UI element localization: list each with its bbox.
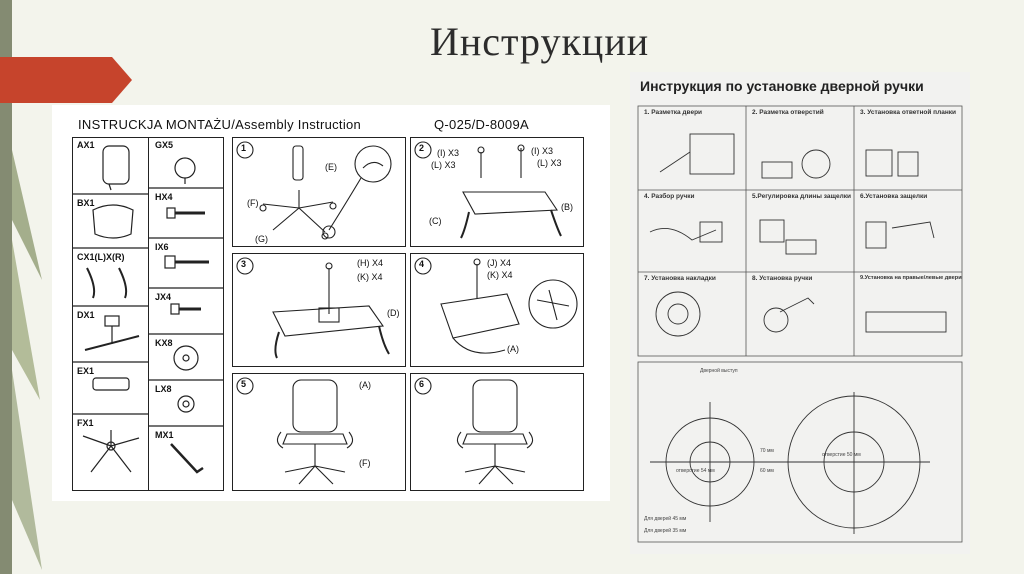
hardware-label: HX4 bbox=[155, 192, 173, 202]
title-accent-arrow-tip bbox=[112, 57, 132, 103]
title-accent-arrow bbox=[0, 57, 112, 103]
step-number: 6 bbox=[419, 379, 425, 389]
step-callout: (B) bbox=[561, 202, 573, 212]
step-number: 4 bbox=[419, 259, 425, 269]
step-heading: 1. Разметка двери bbox=[644, 109, 703, 116]
step-number: 1 bbox=[241, 143, 247, 153]
step-callout: (I) X3 bbox=[531, 146, 554, 156]
step-callout: (C) bbox=[429, 216, 442, 226]
hardware-label: GX5 bbox=[155, 140, 174, 150]
step-number: 5 bbox=[241, 379, 247, 389]
step-number: 3 bbox=[241, 259, 247, 269]
step-callout: (D) bbox=[387, 308, 400, 318]
step-heading: 2. Разметка отверстий bbox=[752, 109, 824, 116]
step-heading: 8. Установка ручки bbox=[752, 275, 813, 282]
step-callout: (L) X3 bbox=[537, 158, 562, 168]
door-handle-instruction-sheet bbox=[630, 72, 970, 554]
step-callout: (I) X3 bbox=[437, 148, 460, 158]
hardware-column bbox=[148, 137, 224, 491]
step-callout: (K) X4 bbox=[487, 270, 513, 280]
template-note: отверстие 50 мм bbox=[822, 452, 861, 458]
parts-column bbox=[72, 137, 150, 491]
assembly-step-4 bbox=[410, 253, 584, 367]
step-callout: (J) X4 bbox=[487, 258, 512, 268]
step-callout: (E) bbox=[325, 162, 337, 172]
step-3-drawing bbox=[233, 254, 405, 366]
door-handle-drawings bbox=[630, 72, 970, 554]
step-callout: (F) bbox=[359, 458, 371, 468]
hardware-label: IX6 bbox=[155, 242, 169, 252]
part-label: EX1 bbox=[77, 366, 95, 376]
sheet-title: Инструкция по установке дверной ручки bbox=[640, 78, 924, 94]
sheet-model-number: Q-025/D-8009A bbox=[434, 117, 529, 132]
step-heading: 4. Разбор ручки bbox=[644, 193, 695, 200]
part-label: AX1 bbox=[77, 140, 95, 150]
template-note: Дверной выступ bbox=[700, 368, 738, 374]
template-note: 60 мм bbox=[760, 468, 774, 474]
hardware-label: LX8 bbox=[155, 384, 172, 394]
step-heading: 7. Установка накладки bbox=[644, 275, 716, 282]
step-callout: (A) bbox=[359, 380, 371, 390]
step-callout: (G) bbox=[255, 234, 268, 244]
assembly-instruction-sheet bbox=[52, 105, 610, 501]
part-label: BX1 bbox=[77, 198, 95, 208]
hardware-label: MX1 bbox=[155, 430, 174, 440]
step-callout: (A) bbox=[507, 344, 519, 354]
step-5-drawing bbox=[233, 374, 405, 490]
step-number: 2 bbox=[419, 143, 425, 153]
step-callout: (K) X4 bbox=[357, 272, 383, 282]
step-heading: 5.Регулировка длины защелки bbox=[752, 193, 851, 200]
step-heading: 3. Установка ответной планки bbox=[860, 109, 956, 116]
step-6-drawing bbox=[411, 374, 583, 490]
decorative-triangles bbox=[12, 150, 42, 574]
template-note: 70 мм bbox=[760, 448, 774, 454]
part-label: DX1 bbox=[77, 310, 95, 320]
hardware-label: KX8 bbox=[155, 338, 173, 348]
step-1-drawing bbox=[233, 138, 405, 246]
assembly-step-6 bbox=[410, 373, 584, 491]
assembly-step-5 bbox=[232, 373, 406, 491]
part-label: CX1(L)X(R) bbox=[77, 252, 125, 262]
hardware-label: JX4 bbox=[155, 292, 172, 302]
sheet-header-title: INSTRUCKJA MONTAŻU/Assembly Instruction bbox=[78, 117, 362, 132]
assembly-step-3 bbox=[232, 253, 406, 367]
step-callout: (H) X4 bbox=[357, 258, 384, 268]
slide-title: Инструкции bbox=[430, 19, 650, 64]
template-note: Для дверей 45 мм bbox=[644, 516, 687, 522]
step-callout: (F) bbox=[247, 198, 259, 208]
step-heading: 6.Установка защелки bbox=[860, 193, 928, 200]
template-note: Для дверей 35 мм bbox=[644, 528, 687, 534]
assembly-step-1 bbox=[232, 137, 406, 247]
part-label: FX1 bbox=[77, 418, 94, 428]
step-callout: (L) X3 bbox=[431, 160, 456, 170]
template-note: отверстие 54 мм bbox=[676, 468, 715, 474]
step-heading: 9.Установка на правые/левые двери bbox=[860, 275, 962, 281]
assembly-step-2 bbox=[410, 137, 584, 247]
